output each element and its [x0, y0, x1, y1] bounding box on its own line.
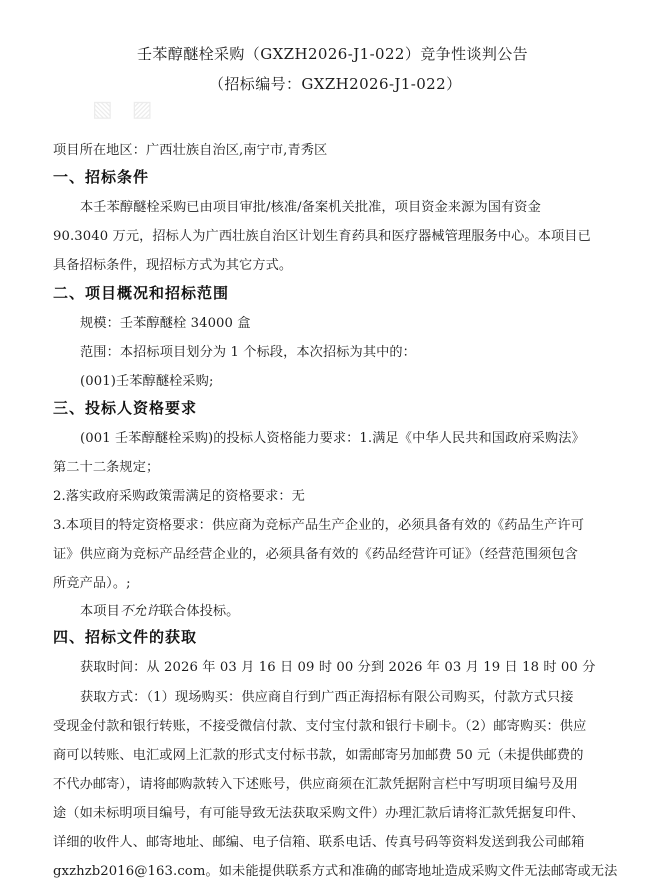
- section-1-line-3: 具备招标条件，现招标方式为其它方式。: [53, 258, 293, 273]
- qualification-line-5: 证》供应商为竞标产品经营企业的，必须具备有效的《药品经营许可证》（经营范围须包含: [53, 547, 578, 562]
- section-4-heading: 四、招标文件的获取: [53, 628, 198, 646]
- acquisition-method-line-3: 商可以转账、电汇或网上汇款的形式支付标书款，如需邮寄另加邮费 50 元（未提供邮费的: [53, 748, 584, 763]
- project-scope: 范围：本招标项目划分为 1 个标段，本次招标为其中的：: [80, 345, 416, 360]
- acquisition-method-line-2: 受现金付款和银行转账，不接受微信付款、支付宝付款和银行卡刷卡。（2）邮寄购买：供应: [53, 719, 587, 734]
- qualification-line-6: 所竞产品）。;: [53, 576, 131, 591]
- document-title: 壬苯醇醚栓采购（GXZH2026-J1-022）竞争性谈判公告: [137, 45, 529, 63]
- consortium-note-a: 本项目: [80, 604, 120, 619]
- document-subtitle: （招标编号：GXZH2026-J1-022）: [209, 75, 462, 93]
- qualification-line-3: 2.落实政府采购政策需满足的资格要求：无: [53, 489, 305, 504]
- project-lot: (001)壬苯醇醚栓采购;: [80, 374, 214, 389]
- section-1-line-2: 90.3040 万元，招标人为广西壮族自治区计划生育药具和医疗器械管理服务中心。本项目已: [53, 229, 591, 244]
- qualification-line-2: 第二十二条规定；: [53, 460, 160, 475]
- section-1-line-1: 本壬苯醇醚栓采购已由项目审批/核准/备案机关批准，项目资金来源为国有资金: [80, 200, 541, 215]
- acquisition-time: 获取时间：从 2026 年 03 月 16 日 09 时 00 分到 2026 年 03 月 19 日 18 时 00 分: [80, 660, 596, 675]
- acquisition-method-line-1: 获取方式：（1）现场购买：供应商自行到广西正海招标有限公司购买，付款方式只接: [80, 690, 574, 705]
- faint-watermark-mark: ▧ ▨: [92, 97, 159, 122]
- consortium-note-c: 联合体投标。: [159, 604, 240, 619]
- consortium-note: [80, 600, 239, 619]
- project-scale: 规模：壬苯醇醚栓 34000 盒: [80, 316, 251, 331]
- acquisition-method-line-4: 不代办邮寄），请将邮购款转入下述账号，供应商须在汇款凭据附言栏中写明项目编号及用: [53, 777, 578, 792]
- section-1-heading: 一、招标条件: [53, 168, 150, 186]
- project-location: 项目所在地区：广西壮族自治区,南宁市,青秀区: [53, 143, 328, 158]
- qualification-line-4: 3.本项目的特定资格要求：供应商为竞标产品生产企业的，必须具备有效的《药品生产许可: [53, 518, 584, 533]
- section-3-heading: 三、投标人资格要求: [53, 399, 198, 417]
- acquisition-method-line-5: 途（如未标明项目编号，有可能导致无法获取采购文件）办理汇款后请将汇款凭据复印件、: [53, 806, 585, 821]
- consortium-not-allowed: 不允许: [119, 604, 160, 619]
- section-2-heading: 二、项目概况和招标范围: [53, 284, 230, 302]
- acquisition-method-line-7: gxzhzb2016@163.com。如未能提供联系方式和准确的邮寄地址造成采购文件无法邮寄或无法: [53, 864, 618, 879]
- acquisition-method-line-6: 详细的收件人、邮寄地址、邮编、电子信箱、联系电话、传真号码等资料发送到我公司邮箱: [53, 835, 585, 850]
- qualification-line-1: (001 壬苯醇醚栓采购)的投标人资格能力要求：1.满足《中华人民共和国政府采购法》: [80, 431, 585, 446]
